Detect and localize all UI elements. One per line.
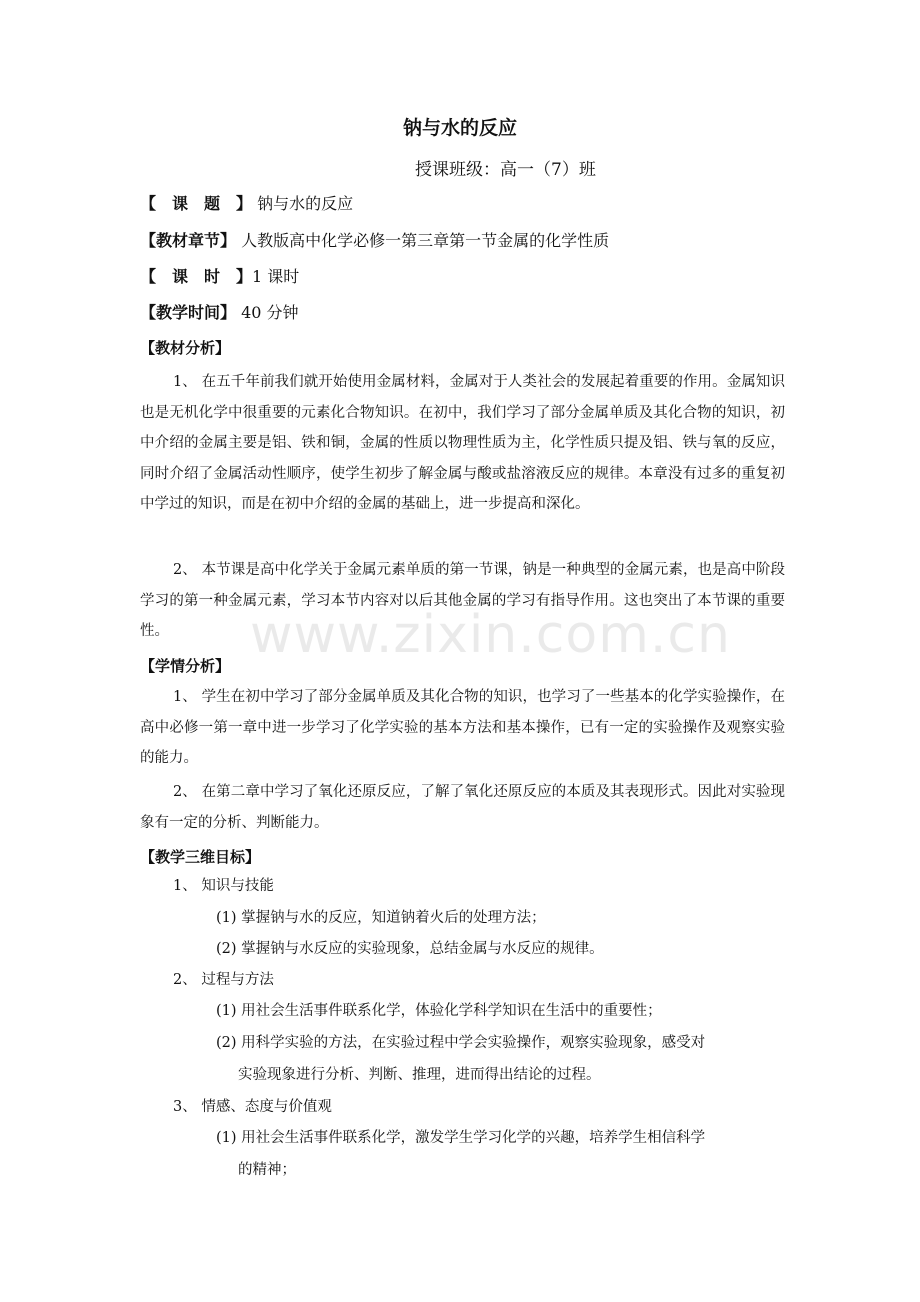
goal-2-item-2-line-2: 实验现象进行分析、判断、推理，进而得出结论的过程。 xyxy=(238,1067,601,1083)
textbook-analysis-paragraph-2: 2、 本节课是高中化学关于金属元素单质的第一节课，钠是一种典型的金属元素，也是高中阶段学习的第一种金属元素，学习本节内容对以后其他金属的学习有指导作用。这也突出了本节课的重要性。 xyxy=(140,562,785,639)
heading-textbook-analysis: 【教材分析】 xyxy=(140,339,231,357)
meta-time xyxy=(140,300,299,323)
student-analysis-paragraph-2: 2、 在第二章中学习了氧化还原反应，了解了氧化还原反应的本质及其表现形式。因此对实验现象有一定的分析、判断能力。 xyxy=(140,784,785,831)
class-line: 授课班级：高一（7）班 xyxy=(415,160,596,180)
goal-3-item-1-line-1: (1) 用社会生活事件联系化学，激发学生学习化学的兴趣，培养学生相信科学 xyxy=(216,1130,706,1146)
meta-time-label: 【教学时间】 xyxy=(140,303,237,322)
goal-3-item-1-line-2: 的精神； xyxy=(238,1162,296,1178)
goal-2-item-1: (1) 用社会生活事件联系化学，体验化学科学知识在生活中的重要性； xyxy=(216,1003,662,1019)
meta-period xyxy=(140,264,299,287)
meta-time-value: 40 分钟 xyxy=(236,303,299,322)
document-title: 钠与水的反应 xyxy=(402,117,517,139)
goal-emotion-values: 3、 情感、态度与价值观 xyxy=(173,1099,332,1115)
meta-chapter-value: 人教版高中化学必修一第三章第一节金属的化学性质 xyxy=(236,231,610,250)
meta-chapter-label: 【教材章节】 xyxy=(140,231,237,250)
heading-teaching-goals: 【教学三维目标】 xyxy=(140,848,261,866)
meta-period-value: 1 课时 xyxy=(252,267,300,286)
meta-topic-label: 【 课 题 】 xyxy=(140,194,253,213)
watermark: www.zixin.com.cn xyxy=(250,605,731,665)
student-analysis-paragraph-1: 1、 学生在初中学习了部分金属单质及其化合物的知识，也学习了一些基本的化学实验操作，在高中必修一第一章中进一步学习了化学实验的基本方法和基本操作，已有一定的实验操作及观察实验的能力。 xyxy=(140,689,785,766)
goal-process-methods: 2、 过程与方法 xyxy=(173,972,274,988)
heading-student-analysis: 【学情分析】 xyxy=(140,657,231,675)
meta-topic-value: 钠与水的反应 xyxy=(252,194,354,213)
goal-2-item-2-line-1: (2) 用科学实验的方法，在实验过程中学会实验操作，观察实验现象，感受对 xyxy=(216,1035,706,1051)
goal-knowledge-skills: 1、 知识与技能 xyxy=(173,878,274,894)
meta-topic xyxy=(140,191,353,214)
meta-period-label: 【 课 时 】 xyxy=(140,267,253,286)
meta-chapter xyxy=(140,228,609,251)
textbook-analysis-paragraph-1: 1、 在五千年前我们就开始使用金属材料，金属对于人类社会的发展起着重要的作用。金属知识也是无机化学中很重要的元素化合物知识。在初中，我们学习了部分金属单质及其化合物的知识，初中介绍的金属主要是铝、铁和铜，金属的性质以物理性质为主，化学性质只提及铝、铁与氧的反应，同时介绍了金属活动性顺序，使学生初步了解金属与酸或盐溶液反应的规律。本章没有过多的重复初中学过的知识，而是在初中介绍的金属的基础上，进一步提高和深化。 xyxy=(140,374,785,512)
goal-1-item-1: (1) 掌握钠与水的反应，知道钠着火后的处理方法； xyxy=(216,910,546,926)
goal-1-item-2: (2) 掌握钠与水反应的实验现象，总结金属与水反应的规律。 xyxy=(216,941,604,957)
